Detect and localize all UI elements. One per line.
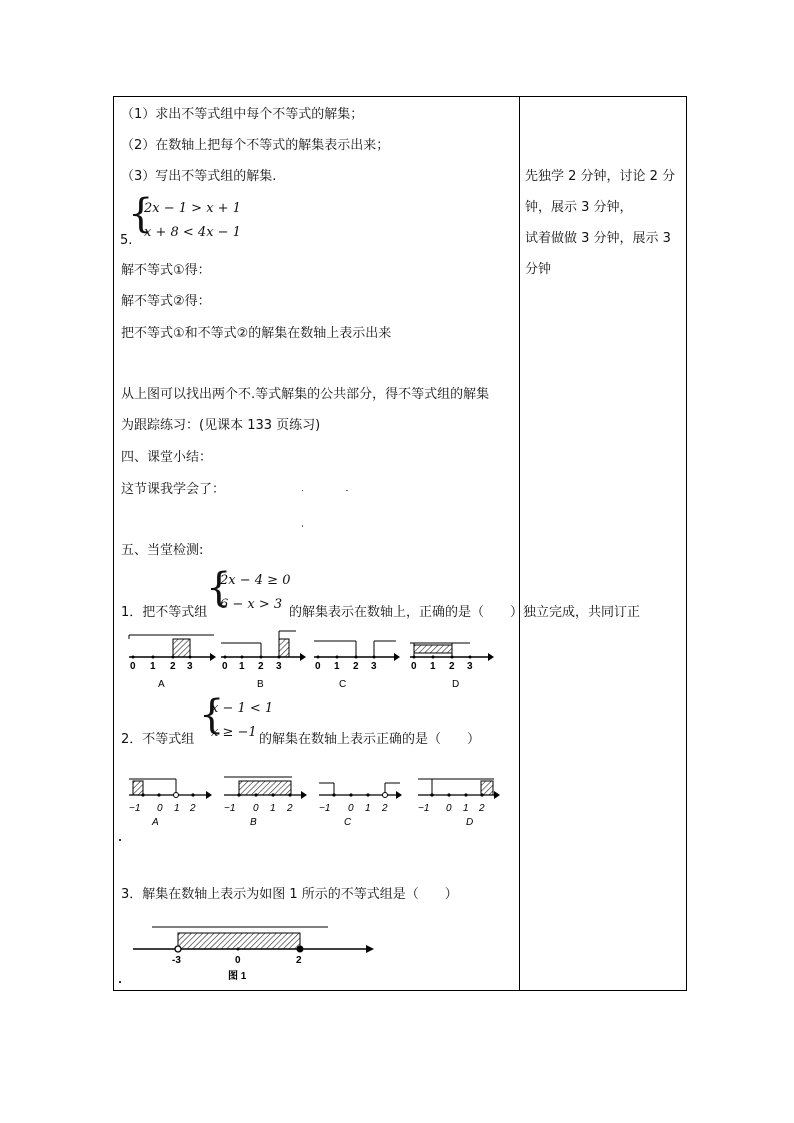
p2-d-tick-0: −1 xyxy=(418,803,430,814)
p1-c-tick-1: 1 xyxy=(334,661,340,672)
p2-b-tick-1: 0 xyxy=(253,803,259,814)
p1-d-tick-1: 1 xyxy=(430,661,436,672)
practice-text: 为跟踪练习：(见课本 133 页练习) xyxy=(121,418,321,433)
p2-a-tick-0: −1 xyxy=(129,803,141,814)
p2-inequality-2: x ≥ −1 xyxy=(211,725,257,740)
solve-inequality-1: 解不等式①得： xyxy=(121,263,211,278)
p2-option-b-label: B xyxy=(250,817,257,828)
p1-a-tick-0: 0 xyxy=(130,661,136,672)
p2-b-tick-0: −1 xyxy=(224,803,236,814)
dot-mark xyxy=(119,981,121,983)
p2-b-tick-2: 1 xyxy=(270,803,276,814)
p2-d-tick-2: 1 xyxy=(463,803,469,814)
p2-option-c-numberline xyxy=(319,783,402,828)
p2-option-a-label: A xyxy=(152,817,159,828)
p1-b-tick-2: 2 xyxy=(258,661,264,672)
p1-option-d-numberline xyxy=(410,643,494,690)
problem-1-options xyxy=(124,625,504,691)
question-2: （2）在数轴上把每个不等式的解集表示出来； xyxy=(121,138,390,153)
p2-option-c-label: C xyxy=(344,817,352,828)
solve-inequality-2: 解不等式②得： xyxy=(121,294,211,309)
p1-option-c-numberline xyxy=(314,641,400,690)
p2-option-d-numberline xyxy=(418,779,500,828)
dot-mark xyxy=(302,490,303,491)
problem-2-options xyxy=(124,769,504,831)
figure-1-caption: 图 1 xyxy=(228,971,247,982)
p1-option-b-numberline xyxy=(221,631,306,690)
note-1-line-4: 分钟 xyxy=(525,262,552,277)
section-5-heading: 五、当堂检测: xyxy=(121,543,204,558)
p1-inequality-2: 6 − x > 3 xyxy=(220,597,283,612)
ex5-inequality-1: 2x − 1 > x + 1 xyxy=(144,201,241,216)
brace-p2: { xyxy=(199,692,225,738)
dot-mark xyxy=(346,490,348,491)
column-divider xyxy=(519,97,520,990)
p1-a-tick-2: 2 xyxy=(170,661,176,672)
p2-c-tick-3: 2 xyxy=(382,803,388,814)
p1-d-tick-3: 3 xyxy=(467,661,473,672)
problem-1-suffix: 的解集表示在数轴上，正确的是（ ） xyxy=(289,605,524,620)
note-1-line-3: 试着做做 3 分钟，展示 3 xyxy=(525,231,671,246)
p2-b-tick-3: 2 xyxy=(287,803,293,814)
p2-option-b-numberline xyxy=(224,777,307,828)
p1-b-tick-1: 1 xyxy=(239,661,245,672)
fig1-tick-0: 0 xyxy=(235,955,241,966)
lesson-table xyxy=(113,96,687,991)
problem-3-text: 3．解集在数轴上表示为如图 1 所示的不等式组是（ ） xyxy=(121,887,458,902)
p1-option-d-label: D xyxy=(452,679,460,690)
note-1-line-2: 钟，展示 3 分钟， xyxy=(525,200,633,215)
p1-c-tick-2: 2 xyxy=(353,661,359,672)
p2-a-tick-1: 0 xyxy=(157,803,163,814)
p1-a-tick-1: 1 xyxy=(150,661,156,672)
dot-mark xyxy=(302,525,303,527)
p2-c-tick-0: −1 xyxy=(319,803,331,814)
p2-option-a-numberline xyxy=(129,779,212,828)
question-3: （3）写出不等式组的解集. xyxy=(121,169,277,184)
p1-d-tick-0: 0 xyxy=(411,661,417,672)
p1-option-b-label: B xyxy=(257,679,264,690)
dot-mark xyxy=(119,839,121,841)
p2-c-tick-2: 1 xyxy=(365,803,371,814)
p2-option-d-label: D xyxy=(466,817,474,828)
fig1-tick-2: 2 xyxy=(296,955,302,966)
question-1: （1）求出不等式组中每个不等式的解集； xyxy=(121,107,364,122)
common-part-text: 从上图可以找出两个不.等式解集的公共部分，得不等式组的解集 xyxy=(121,387,490,402)
p2-a-tick-2: 1 xyxy=(174,803,180,814)
p1-b-tick-3: 3 xyxy=(276,661,282,672)
p1-a-tick-3: 3 xyxy=(187,661,193,672)
exercise-5-number: 5. xyxy=(120,233,133,248)
note-2: 独立完成，共同订正 xyxy=(523,605,641,620)
p1-option-a-label: A xyxy=(158,679,165,690)
p2-c-tick-1: 0 xyxy=(348,803,354,814)
p1-c-tick-0: 0 xyxy=(315,661,321,672)
ex5-inequality-2: x + 8 < 4x − 1 xyxy=(144,225,241,240)
problem-2-prefix: 2．不等式组 xyxy=(121,732,195,747)
p1-option-a-numberline xyxy=(129,635,216,690)
p1-b-tick-0: 0 xyxy=(222,661,228,672)
note-1-line-1: 先独学 2 分钟，讨论 2 分 xyxy=(525,169,676,184)
p2-a-tick-3: 2 xyxy=(190,803,196,814)
p1-c-tick-3: 3 xyxy=(371,661,377,672)
p1-option-c-label: C xyxy=(339,679,347,690)
section-4-heading: 四、课堂小结： xyxy=(121,450,213,465)
brace-ex5: { xyxy=(128,191,154,237)
problem-1-prefix: 1．把不等式组 xyxy=(121,605,208,620)
p1-inequality-1: 2x − 4 ≥ 0 xyxy=(220,573,291,588)
p2-d-tick-1: 0 xyxy=(446,803,452,814)
figure-1-numberline xyxy=(128,917,388,987)
brace-p1: { xyxy=(206,565,232,611)
learned-text: 这节课我学会了： xyxy=(121,482,226,497)
p1-d-tick-2: 2 xyxy=(449,661,455,672)
p2-inequality-1: x − 1 < 1 xyxy=(211,701,274,716)
represent-instruction: 把不等式①和不等式②的解集在数轴上表示出来 xyxy=(121,326,392,341)
fig1-tick-neg3: -3 xyxy=(172,955,181,966)
problem-2-suffix: 的解集在数轴上表示正确的是（ ） xyxy=(259,732,481,747)
p2-d-tick-3: 2 xyxy=(479,803,485,814)
